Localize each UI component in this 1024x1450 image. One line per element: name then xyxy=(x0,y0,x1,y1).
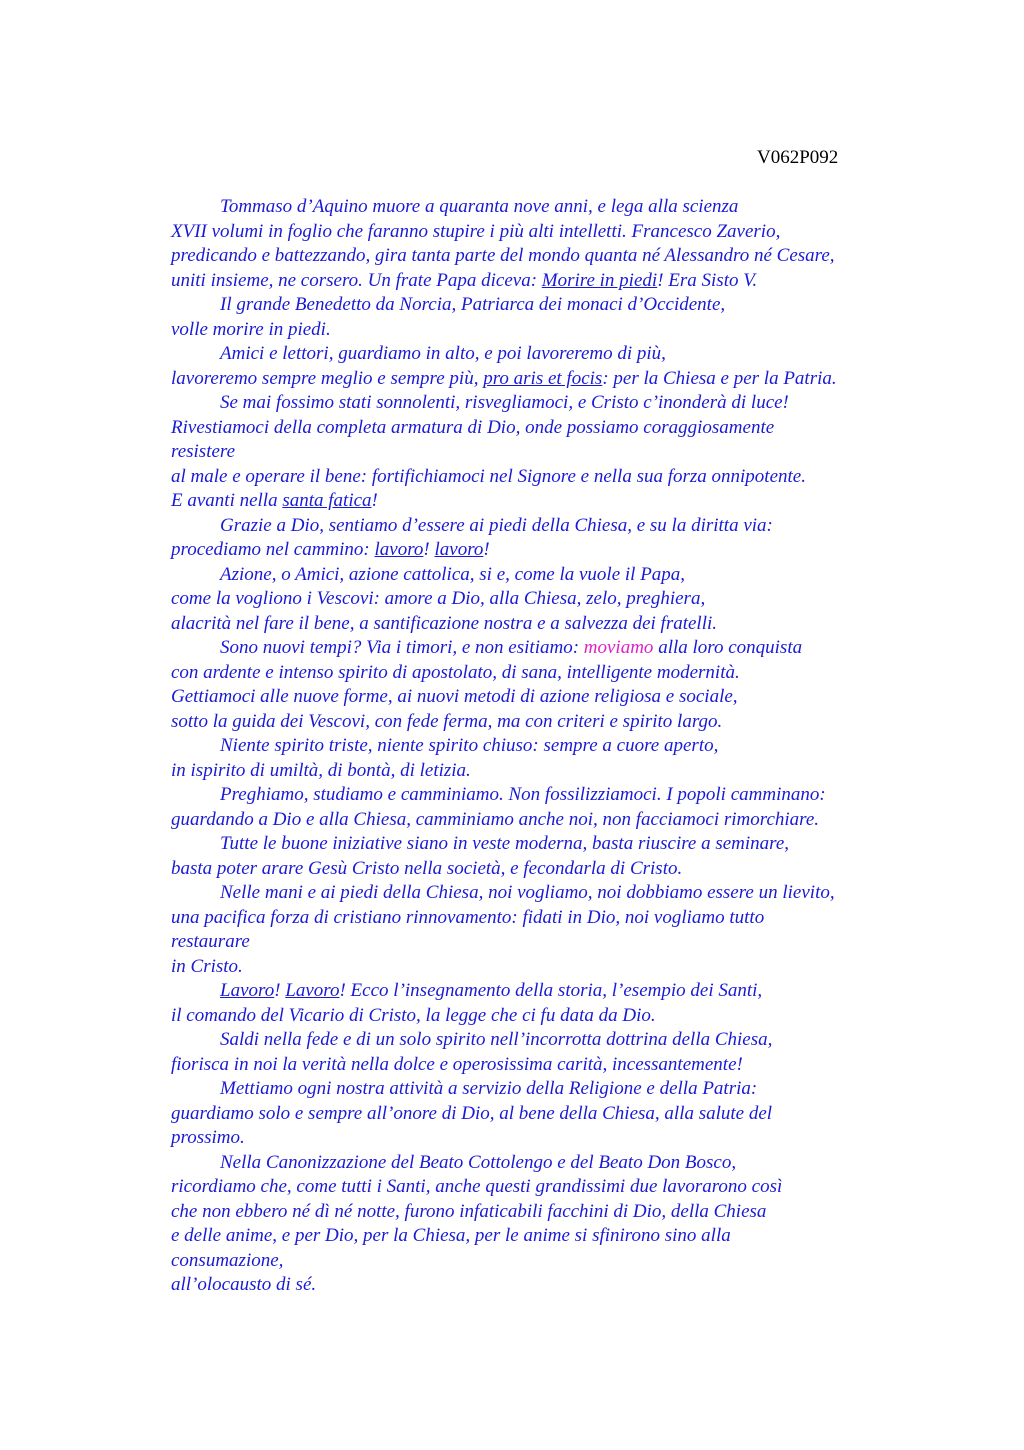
text-line xyxy=(171,538,911,563)
text-segment: sotto la guida dei Vescovi, con fede ferma, ma con criteri e spirito largo. xyxy=(171,710,723,732)
text-segment: ! xyxy=(274,980,286,1001)
text-segment: procediamo nel cammino: xyxy=(171,539,375,560)
text-line xyxy=(171,710,911,735)
highlighted-word: moviamo xyxy=(583,637,654,658)
text-line xyxy=(171,318,911,343)
text-line xyxy=(171,587,911,612)
text-segment: in ispirito di umiltà, di bontà, di letizia. xyxy=(171,759,471,781)
text-segment: ! xyxy=(371,490,378,511)
paragraph-first-line xyxy=(171,195,911,220)
text-segment: E avanti nella xyxy=(171,490,283,511)
text-segment: resistere xyxy=(171,441,236,462)
text-line xyxy=(171,489,911,514)
paragraph-first-line xyxy=(171,881,911,906)
text-segment: il comando del Vicario di Cristo, la legge che ci fu data da Dio. xyxy=(171,1004,656,1026)
text-line xyxy=(171,1224,911,1249)
underlined-text: Morire in piedi xyxy=(541,269,658,291)
underlined-text: pro aris et focis xyxy=(483,367,603,389)
text-line xyxy=(171,244,911,269)
text-segment: Azione, o Amici, azione cattolica, si e, come la vuole il Papa, xyxy=(220,563,686,585)
paragraph-first-line xyxy=(171,1151,911,1176)
text-line xyxy=(171,220,911,245)
text-segment: basta poter arare Gesù Cristo nella società, e fecondarla di Cristo. xyxy=(171,857,683,879)
text-segment: ! xyxy=(423,539,435,560)
text-segment: Preghiamo, studiamo e camminiamo. Non fossilizziamoci. I popoli camminano: xyxy=(220,784,826,805)
text-line xyxy=(171,930,911,955)
text-segment: e delle anime, e per Dio, per la Chiesa, per le anime si sfinirono sino alla xyxy=(171,1225,731,1246)
text-segment: Mettiamo ogni nostra attività a servizio della Religione e della Patria: xyxy=(220,1078,758,1099)
text-segment: ! xyxy=(483,539,490,560)
text-line xyxy=(171,367,911,392)
text-line xyxy=(171,857,911,882)
text-segment: una pacifica forza di cristiano rinnovamento: fidati in Dio, noi vogliamo tutto xyxy=(171,906,765,928)
paragraph-first-line xyxy=(171,514,911,539)
paragraph-first-line xyxy=(171,391,911,416)
text-segment: Nelle mani e ai piedi della Chiesa, noi vogliamo, noi dobbiamo essere un lievito, xyxy=(220,882,835,903)
text-segment: all’olocausto di sé. xyxy=(171,1274,317,1295)
document-body xyxy=(171,195,911,1298)
text-segment: Rivestiamoci della completa armatura di Dio, onde possiamo coraggiosamente xyxy=(171,416,775,438)
text-line xyxy=(171,1053,911,1078)
text-segment: Se mai fossimo stati sonnolenti, risvegliamoci, e Cristo c’inonderà di luce! xyxy=(220,392,789,413)
text-segment: XVII volumi in foglio che faranno stupire i più alti intelletti. Francesco Zaverio, xyxy=(171,220,781,242)
paragraph-first-line xyxy=(171,636,911,661)
text-line xyxy=(171,1273,911,1298)
text-segment: Niente spirito triste, niente spirito chiuso: sempre a cuore aperto, xyxy=(220,735,719,756)
text-segment: volle morire in piedi. xyxy=(171,318,331,340)
underlined-text: Lavoro xyxy=(220,980,275,1001)
paragraph-first-line xyxy=(171,783,911,808)
text-segment: in Cristo. xyxy=(171,955,243,977)
text-segment: Gettiamoci alle nuove forme, ai nuovi metodi di azione religiosa e sociale, xyxy=(171,686,738,707)
text-line xyxy=(171,1102,911,1127)
text-line xyxy=(171,416,911,441)
paragraph-first-line xyxy=(171,293,911,318)
underlined-text: Lavoro xyxy=(285,980,340,1001)
text-line xyxy=(171,1004,911,1029)
text-line xyxy=(171,1126,911,1151)
text-segment: prossimo. xyxy=(171,1127,245,1148)
text-segment: Grazie a Dio, sentiamo d’essere ai piedi della Chiesa, e su la diritta via: xyxy=(220,514,773,536)
text-segment: ! Era Sisto V. xyxy=(657,269,758,291)
paragraph-first-line xyxy=(171,563,911,588)
text-line xyxy=(171,612,911,637)
text-line xyxy=(171,955,911,980)
page-code: V062P092 xyxy=(757,147,839,168)
text-segment: Tommaso d’Aquino muore a quaranta nove anni, e lega alla scienza xyxy=(220,196,739,217)
text-segment: alla loro conquista xyxy=(653,637,803,658)
text-segment: Nella Canonizzazione del Beato Cottolengo e del Beato Don Bosco, xyxy=(220,1151,737,1173)
text-segment: uniti insieme, ne corsero. Un frate Papa diceva: xyxy=(171,269,542,291)
underlined-text: santa fatica xyxy=(282,490,372,511)
text-segment: Il grande Benedetto da Norcia, Patriarca dei monaci d’Occidente, xyxy=(220,294,726,315)
paragraph-first-line xyxy=(171,342,911,367)
text-segment: al male e operare il bene: fortifichiamoci nel Signore e nella sua forza onnipotente. xyxy=(171,465,806,487)
underlined-text: lavoro xyxy=(374,539,424,560)
text-segment: guardando a Dio e alla Chiesa, camminiamo anche noi, non facciamoci rimorchiare. xyxy=(171,808,820,830)
paragraph-first-line xyxy=(171,1077,911,1102)
text-segment: come la vogliono i Vescovi: amore a Dio, alla Chiesa, zelo, preghiera, xyxy=(171,588,706,609)
text-line xyxy=(171,759,911,784)
text-segment: alacrità nel fare il bene, a santificazione nostra e a salvezza dei fratelli. xyxy=(171,612,718,634)
text-segment: Amici e lettori, guardiamo in alto, e poi lavoreremo di più, xyxy=(220,343,666,364)
text-segment: ! Ecco l’insegnamento della storia, l’esempio dei Santi, xyxy=(339,980,763,1001)
text-segment: Saldi nella fede e di un solo spirito nell’incorrotta dottrina della Chiesa, xyxy=(220,1029,773,1050)
underlined-text: lavoro xyxy=(434,539,484,560)
text-segment: : per la Chiesa e per la Patria. xyxy=(602,367,837,389)
text-segment: ricordiamo che, come tutti i Santi, anche questi grandissimi due lavorarono così xyxy=(171,1176,783,1197)
text-segment: lavoreremo sempre meglio e sempre più, xyxy=(171,367,484,389)
text-segment: Tutte le buone iniziative siano in veste moderna, basta riuscire a seminare, xyxy=(220,833,790,854)
text-segment: con ardente e intenso spirito di apostolato, di sana, intelligente modernità. xyxy=(171,661,740,683)
paragraph-first-line xyxy=(171,832,911,857)
text-line xyxy=(171,440,911,465)
text-line xyxy=(171,906,911,931)
text-segment: guardiamo solo e sempre all’onore di Dio, al bene della Chiesa, alla salute del xyxy=(171,1102,773,1124)
text-segment: consumazione, xyxy=(171,1249,284,1271)
text-segment: che non ebbero né dì né notte, furono infaticabili facchini di Dio, della Chiesa xyxy=(171,1200,767,1222)
text-line xyxy=(171,465,911,490)
text-line xyxy=(171,1175,911,1200)
text-line xyxy=(171,1200,911,1225)
text-segment: Sono nuovi tempi? Via i timori, e non esitiamo: xyxy=(220,637,584,658)
paragraph-first-line xyxy=(171,1028,911,1053)
text-segment: restaurare xyxy=(171,931,250,952)
paragraph-first-line xyxy=(171,979,911,1004)
text-segment: predicando e battezzando, gira tanta parte del mondo quanta né Alessandro né Cesare, xyxy=(171,245,835,266)
text-line xyxy=(171,661,911,686)
text-line xyxy=(171,808,911,833)
text-line xyxy=(171,269,911,294)
text-line xyxy=(171,685,911,710)
text-segment: fiorisca in noi la verità nella dolce e operosissima carità, incessantemente! xyxy=(171,1053,743,1075)
text-line xyxy=(171,1249,911,1274)
paragraph-first-line xyxy=(171,734,911,759)
